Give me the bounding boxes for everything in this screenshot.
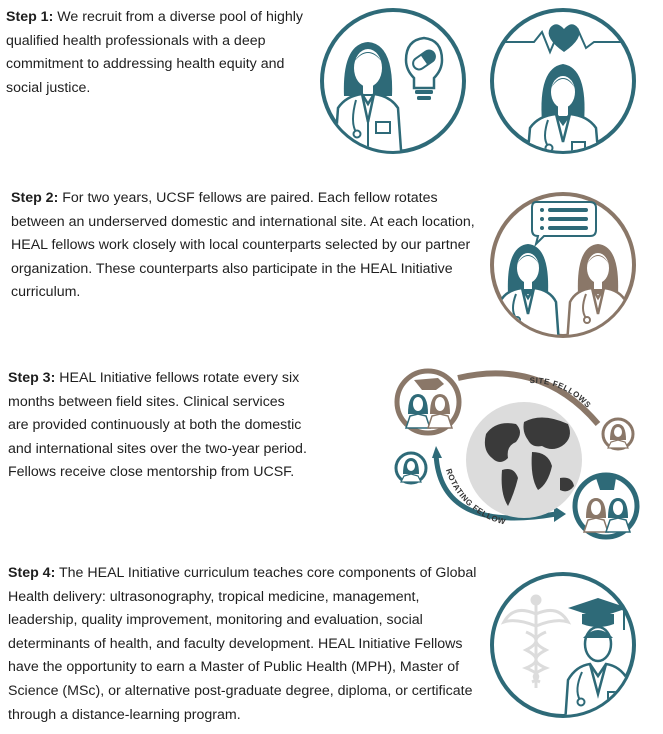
international-site-badge: [575, 475, 637, 537]
graduate-doctor-illustration: [486, 568, 640, 722]
step-1-label: Step 1:: [6, 9, 54, 25]
step-4-label: Step 4:: [8, 565, 56, 581]
rotating-fellow-label: ROTATING FELLOW: [443, 467, 507, 527]
doctor-heart-illustration: [486, 4, 640, 158]
paired-fellows-illustration: [486, 188, 640, 342]
site-fellows-label: SITE FELLOWS: [529, 376, 593, 410]
domestic-site-badge: [397, 371, 459, 433]
rotation-diagram: [392, 366, 656, 540]
doctor-idea-illustration: [316, 4, 470, 158]
step-1-text: [6, 6, 306, 100]
site-fellow-badge: [603, 419, 633, 449]
step-1-body: We recruit from a diverse pool of highly qualified health professionals with a deep commitment to addressing health equity and social justice.: [6, 9, 304, 96]
step-2-label: Step 2:: [11, 190, 59, 206]
step-2-body: For two years, UCSF fellows are paired. Each fellow rotates between an underserved domestic and international site. At each location, HEAL fellows work closely with local counterparts selected by our partner organization. These counterparts also participate in the HEAL Initiative curriculum.: [11, 190, 475, 301]
step-3-label: Step 3:: [8, 370, 56, 386]
step-4-text: [8, 562, 478, 727]
step-4-body: The HEAL Initiative curriculum teaches core components of Global Health delivery: ultrasonography, tropical medicine, management, leadership, quality improvement, monitoring and evaluation, social determinants of health, and faculty development. HEAL Initiative Fellows have the opportunity to earn a Master of Public Health (MPH), Master of Science (MSc), or alternative post-graduate degree, diploma, or certificate through a distance-learning program.: [8, 565, 477, 723]
step-3-text: [8, 367, 308, 485]
step-3-body: HEAL Initiative fellows rotate every six months between field sites. Clinical services are provided continuously at both the domestic and international sites over the two-year period. Fellows receive close mentorship from UCSF.: [8, 370, 307, 481]
arrow-up-icon: [432, 446, 442, 458]
step-2-text: [11, 187, 481, 305]
rotating-fellow-badge: [396, 453, 426, 483]
world-globe-icon: [466, 402, 582, 518]
